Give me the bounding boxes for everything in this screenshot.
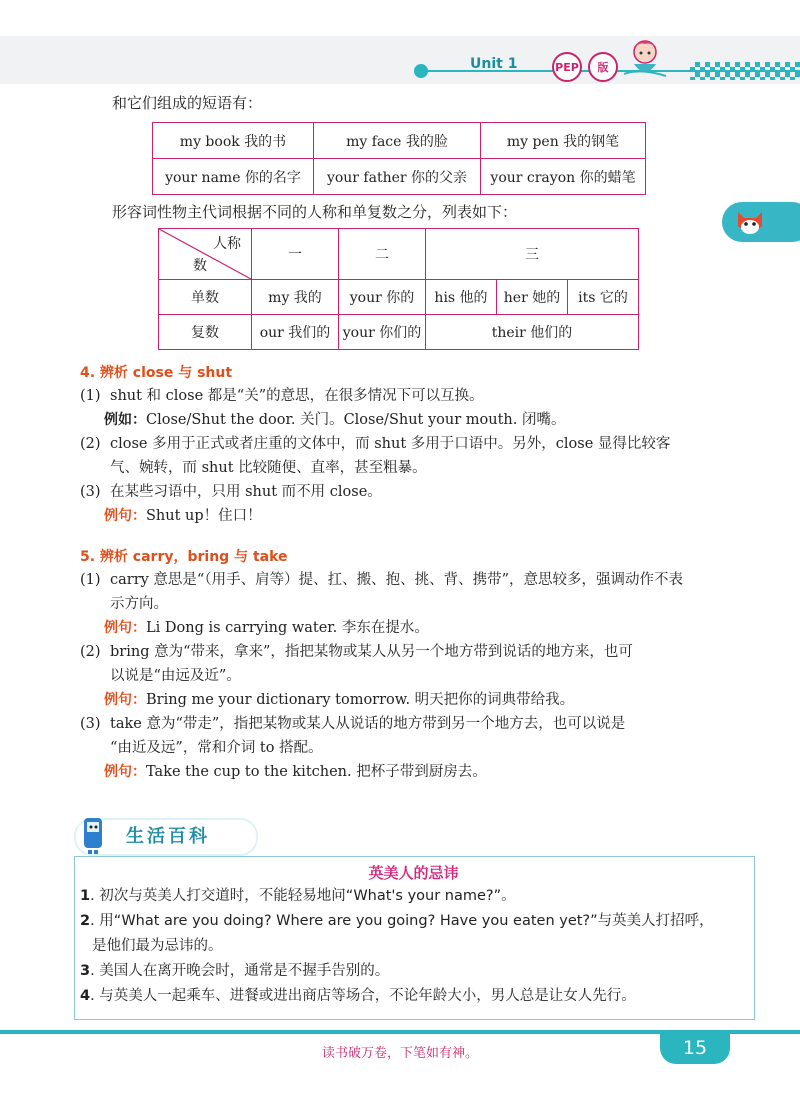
person-header: 二 xyxy=(339,229,426,280)
list-item: 例句：Li Dong is carrying water. 李东在提水。 xyxy=(104,620,429,636)
section5-title: 5. 辨析 carry，bring 与 take xyxy=(80,549,288,565)
corner-bottom-label: 数 xyxy=(193,258,207,274)
life-list xyxy=(80,884,750,1009)
phrase-table xyxy=(152,122,646,195)
corner-top-label: 人称 xyxy=(213,236,241,252)
table-cell: my 我的 xyxy=(252,280,339,315)
table-cell: my book 我的书 xyxy=(153,123,314,159)
header-dot xyxy=(414,64,428,78)
list-item: 例句：Take the cup to the kitchen. 把杯子带到厨房去。 xyxy=(104,764,487,780)
list-item: 4. 与英美人一起乘车、进餐或进出商店等场合，不论年龄大小，男人总是让女人先行。 xyxy=(80,988,636,1004)
table-cell: your 你们的 xyxy=(339,315,426,350)
list-item: 示方向。 xyxy=(110,596,168,612)
list-item: 以说是“由远及近”。 xyxy=(110,668,241,684)
list-item: “由近及远”，常和介词 to 搭配。 xyxy=(110,740,323,756)
table-row xyxy=(159,229,639,280)
list-item: 气、婉转，而 shut 比较随便、直率，甚至粗暴。 xyxy=(110,460,427,476)
unit-label: Unit 1 xyxy=(470,56,518,72)
intro2-text: 形容词性物主代词根据不同的人称和单复数之分，列表如下： xyxy=(112,203,518,221)
row-label: 复数 xyxy=(159,315,252,350)
list-item: 是他们最为忌讳的。 xyxy=(92,938,223,954)
list-item: (3) take 意为“带走”，指把某物或某人从说话的地方带到另一个地方去，也可以说是 xyxy=(80,716,626,732)
list-item: (3) 在某些习语中，只用 shut 而不用 close。 xyxy=(80,484,382,500)
list-item: (2) bring 意为“带来，拿来”，指把某物或某人从另一个地方带到说话的地方来，也可 xyxy=(80,644,633,660)
table-cell: my face 我的脸 xyxy=(314,123,481,159)
mascot-girl-icon xyxy=(620,34,670,82)
table-cell: your name 你的名字 xyxy=(153,159,314,195)
table-row xyxy=(159,280,639,315)
section5-body xyxy=(80,568,740,784)
life-banner-title: 生活百科 xyxy=(126,826,210,847)
robot-phone-icon xyxy=(78,814,108,854)
intro-text: 和它们组成的短语有： xyxy=(112,94,263,112)
list-item: 例句：Bring me your dictionary tomorrow. 明天把你的词典带给我。 xyxy=(104,692,575,708)
list-item: (1) carry 意思是“（用手、肩等）提、扛、搬、抱、挑、背、携带”，意思较多，强调动作不表 xyxy=(80,572,684,588)
life-box-title: 英美人的忌讳 xyxy=(368,864,459,882)
list-item: (2) close 多用于正式或者庄重的文体中，而 shut 多用于口语中。另外，close 显得比较客 xyxy=(80,436,671,452)
table-cell: my pen 我的钢笔 xyxy=(481,123,646,159)
list-item: 3. 美国人在离开晚会时，通常是不握手告别的。 xyxy=(80,963,390,979)
person-header: 一 xyxy=(252,229,339,280)
list-item: 例句：Shut up！住口！ xyxy=(104,508,262,524)
section4-body xyxy=(80,384,740,528)
table-row xyxy=(153,123,646,159)
table-cell: our 我们的 xyxy=(252,315,339,350)
table-cell: your 你的 xyxy=(339,280,426,315)
footer-motto: 读书破万卷，下笔如有神。 xyxy=(321,1046,478,1061)
table-cell: his 他的 xyxy=(426,280,497,315)
list-item: 2. 用“What are you doing? Where are you going? Have you eaten yet?”与英美人打招呼， xyxy=(80,913,714,929)
table-cell: its 它的 xyxy=(568,280,639,315)
row-label: 单数 xyxy=(159,280,252,315)
table-cell: her 她的 xyxy=(497,280,568,315)
list-item: (1) shut 和 close 都是“关”的意思，在很多情况下可以互换。 xyxy=(80,388,484,404)
header-checker-pattern xyxy=(690,62,800,80)
table-cell: your father 你的父亲 xyxy=(314,159,481,195)
corner-cell xyxy=(159,229,252,280)
table-cell: your crayon 你的蜡笔 xyxy=(481,159,646,195)
pronoun-table xyxy=(158,228,639,350)
person-header: 三 xyxy=(426,229,639,280)
table-row xyxy=(159,315,639,350)
fox-face-icon xyxy=(734,206,766,238)
section4-title: 4. 辨析 close 与 shut xyxy=(80,365,233,381)
page-number: 15 xyxy=(660,1032,730,1064)
edition-badge: 版 xyxy=(588,52,618,82)
pep-badge: PEP xyxy=(552,52,582,82)
list-item: 例如：Close/Shut the door. 关门。Close/Shut your mouth. 闭嘴。 xyxy=(104,412,566,428)
table-cell: their 他们的 xyxy=(426,315,639,350)
list-item: 1. 初次与英美人打交道时，不能轻易地问“What's your name?”。 xyxy=(80,888,516,904)
header-band xyxy=(0,36,800,84)
table-row xyxy=(153,159,646,195)
